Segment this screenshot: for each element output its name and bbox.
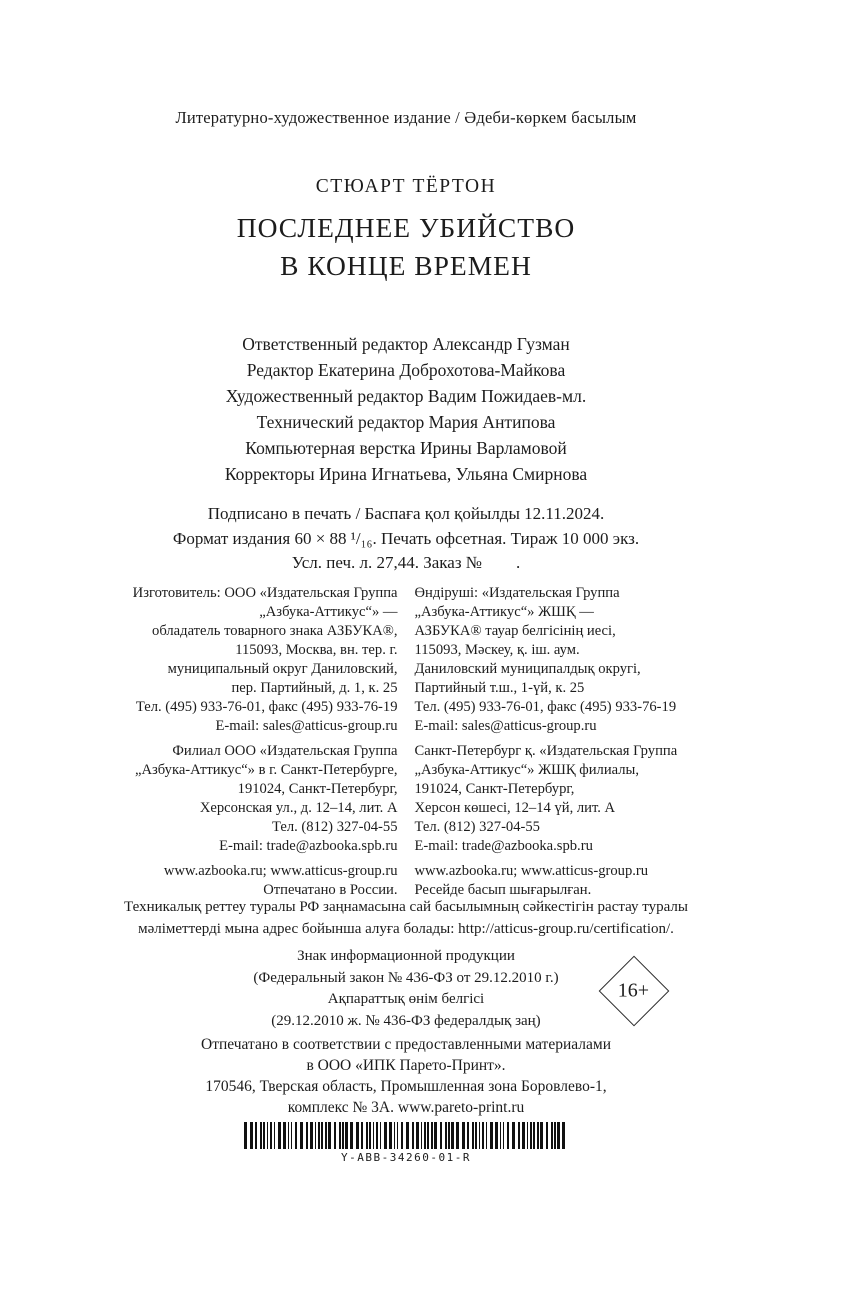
info-sign-line: Ақпараттық өнім белгісі — [327, 991, 485, 1007]
imprint-line: Өндіруші: «Издательская Группа — [414, 585, 620, 601]
imprint-line: Даниловский муниципалдық округі, — [414, 661, 641, 677]
info-sign-line: Знак информационной продукции — [297, 948, 515, 964]
imprint-line: Партийный т.ш., 1-үй, к. 25 — [414, 680, 585, 696]
imprint-columns — [0, 584, 812, 906]
staff-credit-line: Художественный редактор Вадим Пожидаев-мл. — [225, 386, 587, 406]
imprint-line: E-mail: sales@atticus-group.ru — [414, 718, 597, 734]
age-rating-label: 16+ — [618, 979, 650, 1002]
imprint-line: „Азбука-Аттикус“» ЖШҚ филиалы, — [414, 762, 639, 778]
imprint-line: E-mail: sales@atticus-group.ru — [215, 718, 398, 734]
barcode-code: Y-ABB-34260-01-R — [341, 1151, 471, 1164]
edition-type-line: Литературно-художественное издание / Әдеби-көркем басылым — [175, 108, 637, 127]
imprint-line: 191024, Санкт-Петербург, — [237, 781, 398, 797]
staff-credit-line: Редактор Екатерина Доброхотова-Майкова — [246, 360, 566, 380]
staff-credits — [0, 331, 812, 487]
imprint-line: „Азбука-Аттикус“» в г. Санкт-Петербурге, — [135, 762, 398, 778]
author-name: СТЮАРТ ТЁРТОН — [315, 176, 497, 197]
barcode-bars — [243, 1122, 569, 1149]
imprint-line: Филиал ООО «Издательская Группа — [172, 743, 398, 759]
printer-info — [0, 1034, 812, 1118]
russian-footer-block — [109, 862, 398, 900]
imprint-line: www.azbooka.ru; www.atticus-group.ru — [163, 863, 398, 879]
imprint-line: 191024, Санкт-Петербург, — [414, 781, 575, 797]
russian-branch-block — [109, 742, 398, 856]
certification-line: мәліметтерді мына адрес бойынша алуға болады: http://atticus-group.ru/certification/. — [138, 921, 674, 937]
imprint-line: 115093, Москва, вн. тер. г. — [235, 642, 398, 658]
printer-info-line: комплекс № 3А. www.pareto-print.ru — [287, 1099, 525, 1116]
imprint-line: Тел. (812) 327-04-55 — [272, 819, 398, 835]
imprint-line: 115093, Мәскеу, қ. іш. аум. — [414, 642, 580, 658]
barcode — [0, 1122, 812, 1164]
print-details — [0, 502, 812, 576]
imprint-line: Тел. (495) 933-76-01, факс (495) 933-76-19 — [414, 699, 677, 715]
book-title — [0, 209, 812, 284]
imprint-line: обладатель товарного знака АЗБУКА®, — [152, 623, 398, 639]
certification-line: Техникалық реттеу туралы РФ заңнамасына сай басылымның сәйкестігін растау туралы — [124, 899, 688, 915]
russian-manufacturer-block — [109, 584, 398, 736]
imprint-line: „Азбука-Аттикус“» — — [259, 604, 398, 620]
printer-info-line: 170546, Тверская область, Промышленная зона Боровлево-1, — [205, 1078, 607, 1095]
staff-credit-line: Ответственный редактор Александр Гузман — [242, 334, 570, 354]
info-sign-line: (Федеральный закон № 436-ФЗ от 29.12.2010 г.) — [253, 969, 559, 986]
imprint-line: Тел. (812) 327-04-55 — [414, 819, 540, 835]
imprint-line: Херсонская ул., д. 12–14, лит. А — [199, 800, 398, 816]
imprint-kazakh-column — [415, 584, 704, 906]
staff-credit-line: Технический редактор Мария Антипова — [256, 412, 556, 432]
certification-note — [0, 896, 812, 940]
print-detail-line: Формат издания 60 × 88 ¹/₁₆. Печать офсетная. Тираж 10 000 экз. — [172, 528, 640, 548]
kazakh-footer-block — [415, 862, 704, 900]
staff-credit-line: Компьютерная верстка Ирины Варламовой — [245, 438, 567, 458]
imprint-line: E-mail: trade@azbooka.spb.ru — [414, 838, 593, 854]
print-detail-line: Подписано в печать / Баспаға қол қойылды 12.11.2024. — [207, 504, 605, 523]
info-sign-line: (29.12.2010 ж. № 436-ФЗ федералдық заң) — [271, 1012, 541, 1029]
imprint-line: АЗБУКА® тауар белгісінің иесі, — [414, 623, 616, 639]
book-title-line1: ПОСЛЕДНЕЕ УБИЙСТВО — [236, 212, 576, 243]
book-title-line2: В КОНЦЕ ВРЕМЕН — [280, 249, 532, 281]
imprint-line: Изготовитель: ООО «Издательская Группа — [132, 585, 398, 601]
imprint-line: Херсон көшесі, 12–14 үй, лит. А — [414, 800, 616, 816]
imprint-line: Тел. (495) 933-76-01, факс (495) 933-76-19 — [135, 699, 398, 715]
imprint-line: www.azbooka.ru; www.atticus-group.ru — [414, 863, 649, 879]
imprint-line: Отпечатано в России. — [263, 882, 398, 898]
imprint-line: пер. Партийный, д. 1, к. 25 — [231, 680, 398, 696]
imprint-russian-column — [109, 584, 398, 906]
imprint-line: муниципальный округ Даниловский, — [167, 661, 398, 677]
imprint-line: Санкт-Петербург қ. «Издательская Группа — [414, 743, 678, 759]
print-detail-line: Усл. печ. л. 27,44. Заказ № . — [291, 553, 521, 572]
kazakh-branch-block — [415, 742, 704, 856]
imprint-line: Ресейде басып шығарылған. — [414, 882, 592, 898]
printer-info-line: в ООО «ИПК Парето-Принт». — [306, 1057, 506, 1074]
printer-info-line: Отпечатано в соответствии с предоставленными материалами — [201, 1036, 611, 1053]
imprint-line: „Азбука-Аттикус“» ЖШҚ — — [414, 604, 594, 620]
staff-credit-line: Корректоры Ирина Игнатьева, Ульяна Смирнова — [224, 464, 588, 484]
imprint-line: E-mail: trade@azbooka.spb.ru — [219, 838, 398, 854]
kazakh-manufacturer-block — [415, 584, 704, 736]
info-sign-block — [0, 946, 812, 1032]
